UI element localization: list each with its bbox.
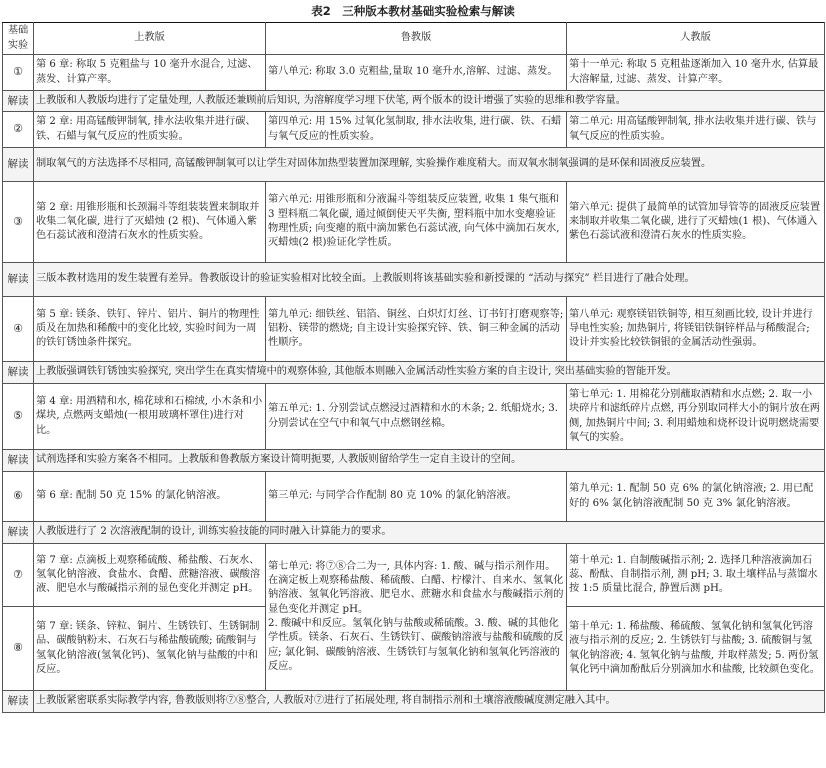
experiment-label: ⑧ bbox=[3, 607, 34, 691]
cell-shanghai: 第 4 章: 用酒精和水, 棉花球和石棉绒, 小木条和小煤块, 点燃两支蜡烛(一根用玻璃杯罩住)进行对比。 bbox=[34, 384, 266, 450]
experiment-label: ① bbox=[3, 55, 34, 91]
cell-shanghai: 第 6 章: 称取 5 克粗盐与 10 毫升水混合, 过滤、蒸发、计算产率。 bbox=[34, 55, 266, 91]
interpretation-text: 人教版进行了 2 次溶液配制的设计, 训练实验技能的同时融入计算能力的要求。 bbox=[34, 522, 825, 544]
cell-pep: 第六单元: 提供了最简单的试管加导管等的固液反应装置来制取并收集二氧化碳, 进行了灭蜡烛(1 根)、气体通入紫色石蕊试液和澄清石灰水的性质实验。 bbox=[567, 182, 825, 263]
interpretation-text: 试剂选择和实验方案各不相同。上教版和鲁教版方案设计简明扼要, 人教版则留给学生一定自主设计的空间。 bbox=[34, 450, 825, 472]
interpretation-label: 解读 bbox=[3, 522, 34, 544]
interpretation-text: 上教版强调铁钉锈蚀实验探究, 突出学生在真实情境中的观察体验, 其他版本则融入金属活动性实验方案的自主设计, 突出基础实验的智能开发。 bbox=[34, 362, 825, 384]
cell-shanghai: 第 2 章: 用锥形瓶和长颈漏斗等组装装置来制取并收集二氧化碳, 进行了灭蜡烛 (2 根)、气体通入紫色石蕊试液和澄清石灰水的性质实验。 bbox=[34, 182, 266, 263]
experiment-label: ⑤ bbox=[3, 384, 34, 450]
header-basic-experiment: 基础实验 bbox=[3, 23, 34, 55]
cell-shandong: 第八单元: 称取 3.0 克粗盐,量取 10 毫升水,溶解、过滤、蒸发。 bbox=[266, 55, 567, 91]
interpretation-row bbox=[3, 522, 825, 544]
header-shandong-edition: 鲁教版 bbox=[266, 23, 567, 55]
table-row bbox=[3, 472, 825, 522]
table-row bbox=[3, 55, 825, 91]
cell-pep: 第八单元: 观察镁铝铁铜等, 相互刻画比较, 设计并进行导电性实验; 加热铜片, 将镁铝铁铜锌样品与稀酸混合; 设计并实验比较铁铜银的金属活动性强弱。 bbox=[567, 297, 825, 362]
cell-shandong: 第六单元: 用锥形瓶和分液漏斗等组装反应装置, 收集 1 集气瓶和 3 塑料瓶二氧化碳, 通过倾倒使天平失衡, 塑料瓶中加水变瘪验证物理性质; 向变瘪的瓶中滴加紫色石蕊试液, 向气体中滴加石灰水, 灭蜡烛(2 根)验证化学性质。 bbox=[266, 182, 567, 263]
interpretation-text: 三版本教材选用的发生装置有差异。鲁教版设计的验证实验相对比较全面。上教版则将该基础实验和新授课的 “活动与探究” 栏目进行了融合处理。 bbox=[34, 263, 825, 297]
cell-shandong: 第四单元: 用 15% 过氧化氢制取, 排水法收集, 进行碳、铁、石蜡与氧气反应的性质实验。 bbox=[266, 112, 567, 148]
table-row bbox=[3, 544, 825, 607]
experiment-label: ④ bbox=[3, 297, 34, 362]
interpretation-text: 上教版紧密联系实际教学内容, 鲁教版则将⑦⑧整合, 人教版对⑦进行了拓展处理, 将自制指示剂和土壤溶液酸碱度测定融入其中。 bbox=[34, 691, 825, 713]
cell-pep: 第九单元: 1. 配制 50 克 6% 的氯化钠溶液; 2. 用已配好的 6% 氯化钠溶液配制 50 克 3% 氯化钠溶液。 bbox=[567, 472, 825, 522]
cell-shandong: 第三单元: 与同学合作配制 80 克 10% 的氯化钠溶液。 bbox=[266, 472, 567, 522]
interpretation-row bbox=[3, 450, 825, 472]
cell-shanghai: 第 7 章: 点滴板上观察稀硫酸、稀盐酸、石灰水、氢氧化钠溶液、食盐水、食醋、蔗糖溶液、碳酸溶液、肥皂水与酸碱指示剂的显色变化并测定 pH。 bbox=[34, 544, 266, 607]
table-row bbox=[3, 182, 825, 263]
interpretation-row bbox=[3, 263, 825, 297]
cell-shandong-part2: 2. 酸碱中和反应。氢氧化钠与盐酸或稀硫酸。3. 酸、碱的其他化学性质。镁条、石灰石、生锈铁钉、碳酸钠溶液与盐酸和硫酸的反应; 氯化铜、碳酸钠溶液、生锈铁钉与氢氧化钠和氢氧化钙溶液的反应。 bbox=[268, 618, 564, 672]
table-row bbox=[3, 297, 825, 362]
interpretation-label: 解读 bbox=[3, 691, 34, 713]
cell-pep: 第十单元: 1. 稀盐酸、稀硫酸、氢氧化钠和氢氧化钙溶液与指示剂的反应; 2. 生锈铁钉与盐酸; 3. 硫酸铜与氢氧化钠溶液; 4. 氢氧化钠与盐酸, 并取样蒸发; 5. 两份氢氧化钙中滴加酚酞后分别滴加水和盐酸, 比较颜色变化。 bbox=[567, 607, 825, 691]
interpretation-label: 解读 bbox=[3, 263, 34, 297]
interpretation-row bbox=[3, 362, 825, 384]
interpretation-text: 制取氧气的方法选择不尽相同, 高锰酸钾制氧可以让学生对固体加热型装置加深理解, 实验操作难度稍大。而双氧水制氧强调的是环保和固液反应装置。 bbox=[34, 148, 825, 182]
cell-shandong-part1: 第七单元: 将⑦⑧合二为一, 具体内容: 1. 酸、碱与指示剂作用。在滴定板上观察稀盐酸、稀硫酸、白醋、柠檬汁、自来水、氢氧化钠溶液、氢氧化钙溶液、肥皂水、蔗糖水和食盐水与酸碱指示剂的显色变化并测定 pH。 bbox=[268, 560, 564, 615]
cell-shandong: 第九单元: 细铁丝、铝箔、铜丝、白炽灯灯丝、订书钉打磨观察等; 铝粉、镁带的燃烧; 自主设计实验探究锌、铁、铜三种金属的活动性顺序。 bbox=[266, 297, 567, 362]
interpretation-label: 解读 bbox=[3, 362, 34, 384]
cell-shanghai: 第 7 章: 镁条、锌粒、铜片、生锈铁钉、生锈铜制品、碳酸钠粉末、石灰石与稀盐酸硫酸; 硫酸铜与氢氧化钠溶液(氢氧化钙)、氢氧化钠与盐酸的中和反应。 bbox=[34, 607, 266, 691]
table-row bbox=[3, 112, 825, 148]
table-header-row bbox=[3, 23, 825, 55]
header-shanghai-edition: 上教版 bbox=[34, 23, 266, 55]
interpretation-label: 解读 bbox=[3, 91, 34, 112]
table-row bbox=[3, 384, 825, 450]
interpretation-row bbox=[3, 148, 825, 182]
interpretation-label: 解读 bbox=[3, 148, 34, 182]
header-pep-edition: 人教版 bbox=[567, 23, 825, 55]
cell-pep: 第二单元: 用高锰酸钾制氧, 排水法收集并进行碳、铁与氧气反应的性质实验。 bbox=[567, 112, 825, 148]
cell-pep: 第十单元: 1. 自制酸碱指示剂; 2. 选择几种溶液滴加石蕊、酚酞、自制指示剂, 测 pH; 3. 取土壤样品与蒸馏水按 1:5 质量比混合, 静置后测 pH。 bbox=[567, 544, 825, 607]
cell-pep: 第七单元: 1. 用棉花分别蘸取酒精和水点燃; 2. 取一小块碎片和滤纸碎片点燃, 再分别取同样大小的铜片放在两侧, 加热铜片中间; 3. 利用蜡烛和烧杯设计说明燃烧需要氧气的实验。 bbox=[567, 384, 825, 450]
experiment-table bbox=[2, 22, 825, 713]
experiment-label: ③ bbox=[3, 182, 34, 263]
cell-shandong bbox=[266, 544, 567, 691]
cell-shanghai: 第 2 章: 用高锰酸钾制氧, 排水法收集并进行碳、铁、石蜡与氧气反应的性质实验。 bbox=[34, 112, 266, 148]
interpretation-row bbox=[3, 91, 825, 112]
experiment-label: ⑦ bbox=[3, 544, 34, 607]
experiment-label: ② bbox=[3, 112, 34, 148]
interpretation-label: 解读 bbox=[3, 450, 34, 472]
cell-shanghai: 第 6 章: 配制 50 克 15% 的氯化钠溶液。 bbox=[34, 472, 266, 522]
cell-pep: 第十一单元: 称取 5 克粗盐逐渐加入 10 毫升水, 估算最大溶解量, 过滤、蒸发、计算产率。 bbox=[567, 55, 825, 91]
interpretation-text: 上教版和人教版均进行了定量处理, 人教版还兼顾前后知识, 为溶解度学习埋下伏笔, 两个版本的设计增强了实验的思维和教学容量。 bbox=[34, 91, 825, 112]
interpretation-row bbox=[3, 691, 825, 713]
experiment-label: ⑥ bbox=[3, 472, 34, 522]
cell-shandong: 第五单元: 1. 分别尝试点燃浸过酒精和水的木条; 2. 纸船烧水; 3. 分别尝试在空气中和氧气中点燃钢丝棉。 bbox=[266, 384, 567, 450]
cell-shanghai: 第 5 章: 镁条、铁钉、锌片、铝片、铜片的物理性质及在加热和稀酸中的变化比较, 实验时间为一周的铁钉锈蚀条件探究。 bbox=[34, 297, 266, 362]
table-caption: 表2 三种版本教材基础实验检索与解读 bbox=[311, 4, 515, 18]
